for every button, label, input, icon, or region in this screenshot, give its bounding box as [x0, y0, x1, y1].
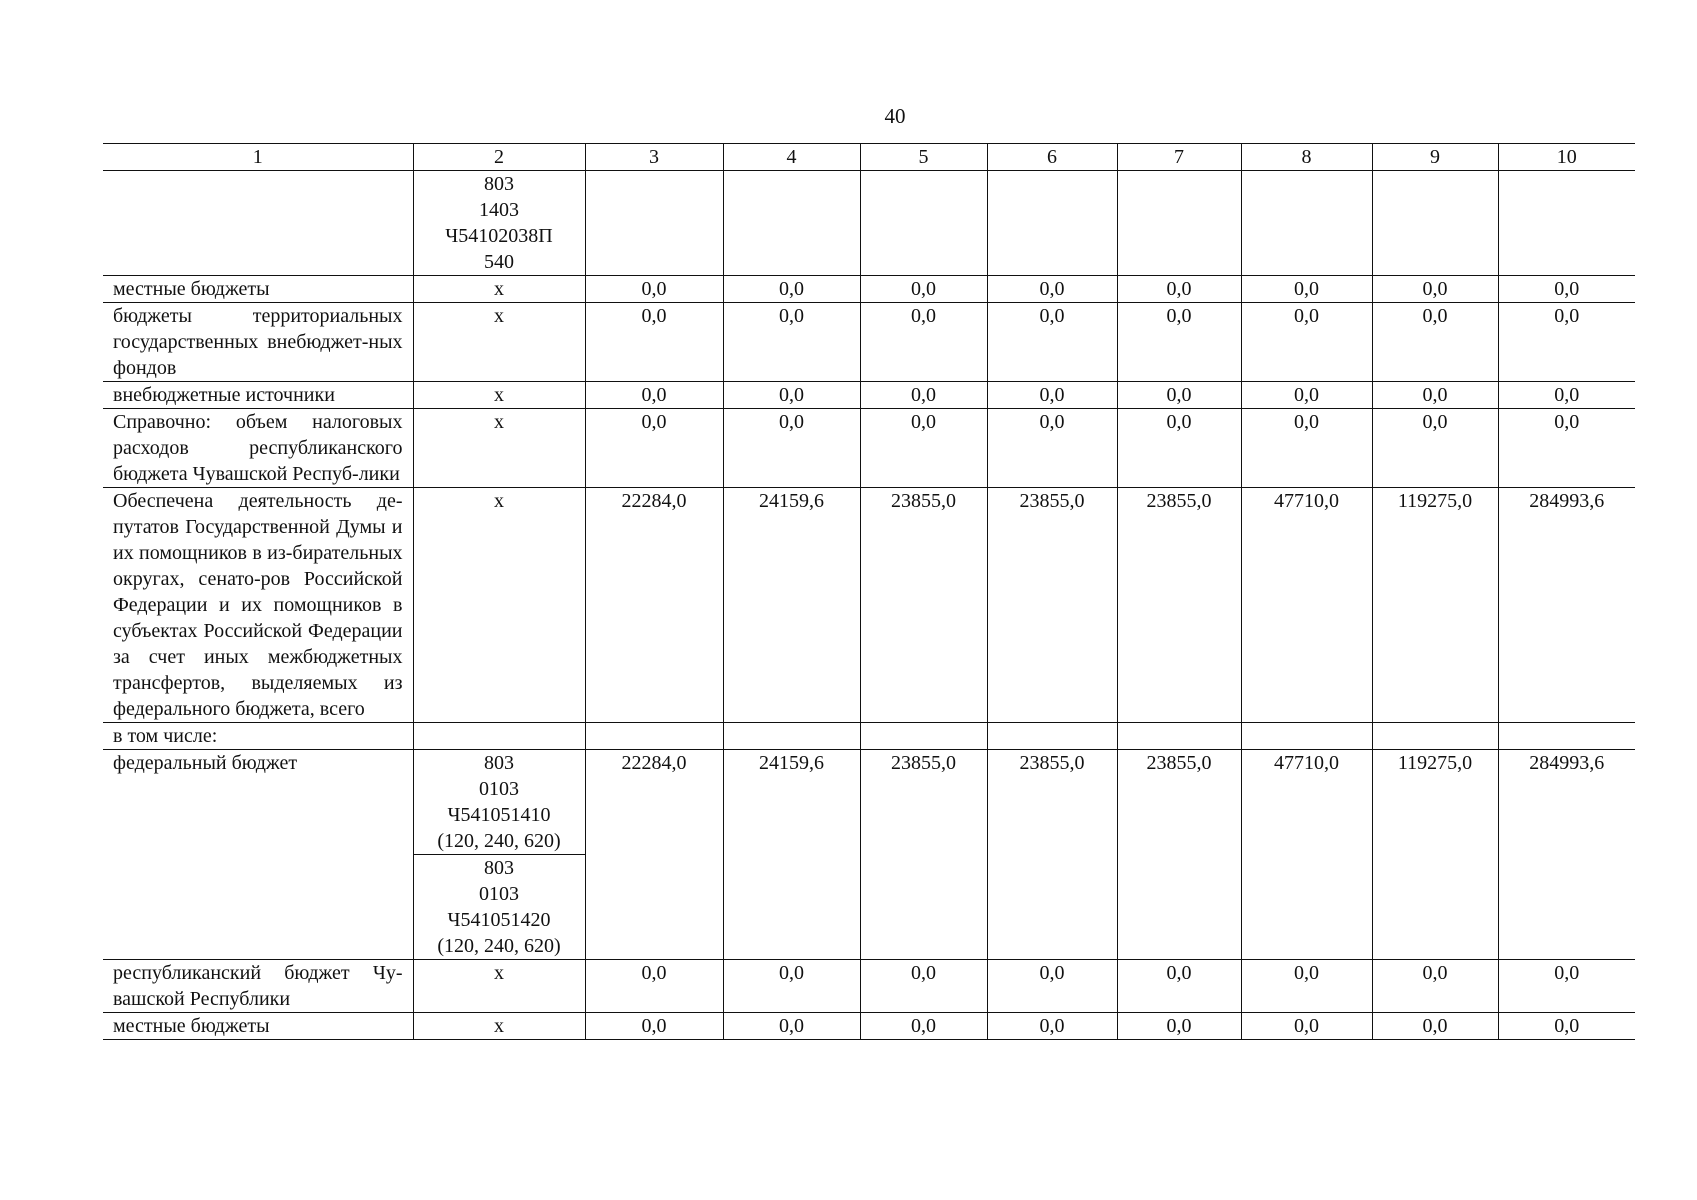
- value-cell: 0,0: [723, 382, 860, 409]
- column-header: 9: [1372, 144, 1498, 171]
- budget-code-block: [418, 960, 581, 986]
- budget-code-line: х: [494, 384, 504, 406]
- row-label: Обеспечена деятельность де-путатов Государственной Думы и их помощников в из-бирательных округах, сенато-ров Российской Федерации и их помощников в субъектах Российской Федерации за счет иных межбюджетных трансфертов, выделяемых из федерального бюджета, всего: [103, 488, 413, 723]
- value-cell: [1372, 171, 1498, 276]
- budget-code-line: (120, 240, 620): [437, 830, 561, 852]
- value-cell: 0,0: [1372, 1013, 1498, 1040]
- budget-code-line: (120, 240, 620): [437, 935, 561, 957]
- page-number: 40: [884, 104, 906, 128]
- value-cell: 119275,0: [1372, 750, 1498, 960]
- column-header: 5: [860, 144, 987, 171]
- value-cell: 0,0: [1241, 276, 1372, 303]
- value-cell: 23855,0: [860, 488, 987, 723]
- value-cell: 0,0: [1498, 276, 1635, 303]
- value-cell: 284993,6: [1498, 488, 1635, 723]
- budget-code-line: 803: [484, 752, 514, 774]
- value-cell: [1498, 171, 1635, 276]
- budget-code-cell: [413, 960, 585, 1013]
- column-number-row: [103, 144, 1635, 171]
- value-cell: 0,0: [1498, 1013, 1635, 1040]
- budget-code-line: х: [494, 1015, 504, 1037]
- budget-code-line: х: [494, 411, 504, 433]
- value-cell: 0,0: [860, 276, 987, 303]
- table-row: [103, 171, 1635, 276]
- value-cell: 0,0: [987, 276, 1117, 303]
- value-cell: [987, 723, 1117, 750]
- column-header: 7: [1117, 144, 1241, 171]
- budget-code-block: [418, 171, 581, 275]
- value-cell: 0,0: [987, 960, 1117, 1013]
- budget-code-line: 803: [484, 173, 514, 195]
- table-row: [103, 303, 1635, 382]
- value-cell: 0,0: [1117, 1013, 1241, 1040]
- value-cell: 0,0: [860, 960, 987, 1013]
- row-label: в том числе:: [103, 723, 413, 750]
- row-label: местные бюджеты: [103, 1013, 413, 1040]
- budget-code-line: Ч54102038П: [445, 225, 553, 247]
- value-cell: 0,0: [860, 1013, 987, 1040]
- value-cell: 23855,0: [1117, 750, 1241, 960]
- table-row: [103, 488, 1635, 723]
- row-label: бюджеты территориальных государственных внебюджет-ных фондов: [103, 303, 413, 382]
- value-cell: 0,0: [860, 303, 987, 382]
- value-cell: 0,0: [1117, 382, 1241, 409]
- value-cell: 23855,0: [860, 750, 987, 960]
- value-cell: 0,0: [723, 409, 860, 488]
- value-cell: 47710,0: [1241, 750, 1372, 960]
- budget-code-cell: [413, 276, 585, 303]
- table-row: [103, 750, 1635, 960]
- value-cell: [1372, 723, 1498, 750]
- value-cell: 284993,6: [1498, 750, 1635, 960]
- value-cell: 24159,6: [723, 750, 860, 960]
- value-cell: 0,0: [1498, 303, 1635, 382]
- value-cell: 0,0: [987, 409, 1117, 488]
- value-cell: 0,0: [723, 276, 860, 303]
- budget-code-cell: [413, 382, 585, 409]
- value-cell: [1498, 723, 1635, 750]
- value-cell: 0,0: [1117, 303, 1241, 382]
- value-cell: 23855,0: [987, 488, 1117, 723]
- budget-code-cell: [413, 409, 585, 488]
- budget-code-line: 0103: [479, 883, 519, 905]
- budget-code-block: [418, 382, 581, 408]
- value-cell: 23855,0: [987, 750, 1117, 960]
- table-row: [103, 382, 1635, 409]
- value-cell: 22284,0: [585, 488, 723, 723]
- value-cell: 0,0: [1241, 409, 1372, 488]
- value-cell: 0,0: [723, 303, 860, 382]
- value-cell: 0,0: [585, 303, 723, 382]
- column-header: 4: [723, 144, 860, 171]
- value-cell: 0,0: [1372, 276, 1498, 303]
- row-label: республиканский бюджет Чу-вашской Республики: [103, 960, 413, 1013]
- value-cell: [1117, 171, 1241, 276]
- budget-code-block: [418, 276, 581, 302]
- value-cell: 0,0: [1372, 382, 1498, 409]
- value-cell: [1241, 723, 1372, 750]
- table-row: [103, 276, 1635, 303]
- column-header: 10: [1498, 144, 1635, 171]
- column-header: 3: [585, 144, 723, 171]
- budget-table: [103, 143, 1635, 1040]
- row-label: местные бюджеты: [103, 276, 413, 303]
- value-cell: 0,0: [723, 1013, 860, 1040]
- value-cell: [585, 171, 723, 276]
- budget-code-line: 803: [484, 857, 514, 879]
- value-cell: 0,0: [1498, 382, 1635, 409]
- value-cell: 0,0: [987, 303, 1117, 382]
- value-cell: [1117, 723, 1241, 750]
- value-cell: 0,0: [1498, 960, 1635, 1013]
- column-header: 6: [987, 144, 1117, 171]
- value-cell: 0,0: [987, 382, 1117, 409]
- budget-code-line: 540: [484, 251, 514, 273]
- value-cell: 0,0: [860, 409, 987, 488]
- value-cell: 0,0: [723, 960, 860, 1013]
- value-cell: [585, 723, 723, 750]
- budget-code-cell: [413, 488, 585, 723]
- budget-code-line: х: [494, 490, 504, 512]
- column-header: 2: [413, 144, 585, 171]
- value-cell: [723, 171, 860, 276]
- value-cell: 0,0: [1498, 409, 1635, 488]
- value-cell: 0,0: [1117, 409, 1241, 488]
- value-cell: 0,0: [585, 960, 723, 1013]
- table-row: [103, 1013, 1635, 1040]
- budget-code-cell: [413, 750, 585, 960]
- row-label: Справочно: объем налоговых расходов республиканского бюджета Чувашской Респуб-лики: [103, 409, 413, 488]
- budget-code-cell: [413, 723, 585, 750]
- budget-code-line: х: [494, 962, 504, 984]
- budget-code-line: [418, 723, 581, 749]
- value-cell: 119275,0: [1372, 488, 1498, 723]
- value-cell: 0,0: [1117, 960, 1241, 1013]
- value-cell: [987, 171, 1117, 276]
- value-cell: 0,0: [1117, 276, 1241, 303]
- value-cell: 0,0: [585, 1013, 723, 1040]
- budget-code-cell: [413, 171, 585, 276]
- budget-code-cell: [413, 303, 585, 382]
- budget-code-block: [414, 854, 585, 959]
- value-cell: 47710,0: [1241, 488, 1372, 723]
- table-row: [103, 960, 1635, 1013]
- row-label: федеральный бюджет: [103, 750, 413, 960]
- value-cell: 23855,0: [1117, 488, 1241, 723]
- value-cell: 0,0: [585, 409, 723, 488]
- row-label: внебюджетные источники: [103, 382, 413, 409]
- value-cell: [1241, 171, 1372, 276]
- budget-code-line: 1403: [479, 199, 519, 221]
- value-cell: 0,0: [1372, 409, 1498, 488]
- value-cell: 0,0: [1372, 960, 1498, 1013]
- value-cell: 0,0: [987, 1013, 1117, 1040]
- value-cell: [860, 723, 987, 750]
- value-cell: 0,0: [1241, 960, 1372, 1013]
- value-cell: 0,0: [1241, 1013, 1372, 1040]
- budget-code-line: х: [494, 305, 504, 327]
- value-cell: 24159,6: [723, 488, 860, 723]
- budget-code-line: Ч541051420: [447, 909, 551, 931]
- value-cell: 0,0: [860, 382, 987, 409]
- value-cell: 0,0: [585, 276, 723, 303]
- value-cell: 0,0: [1372, 303, 1498, 382]
- budget-code-block: [418, 723, 581, 749]
- budget-code-line: 0103: [479, 778, 519, 800]
- budget-code-block: [418, 488, 581, 514]
- value-cell: 0,0: [1241, 303, 1372, 382]
- column-header: 8: [1241, 144, 1372, 171]
- value-cell: [723, 723, 860, 750]
- table-row: [103, 723, 1635, 750]
- budget-code-block: [418, 303, 581, 329]
- budget-code-line: Ч541051410: [447, 804, 551, 826]
- value-cell: 0,0: [1241, 382, 1372, 409]
- table-row: [103, 409, 1635, 488]
- column-header: 1: [103, 144, 413, 171]
- budget-code-block: [418, 750, 581, 854]
- budget-code-block: [418, 1013, 581, 1039]
- budget-code-line: х: [494, 278, 504, 300]
- budget-code-cell: [413, 1013, 585, 1040]
- value-cell: 22284,0: [585, 750, 723, 960]
- value-cell: 0,0: [585, 382, 723, 409]
- row-label: [103, 171, 413, 276]
- value-cell: [860, 171, 987, 276]
- budget-code-block: [418, 409, 581, 435]
